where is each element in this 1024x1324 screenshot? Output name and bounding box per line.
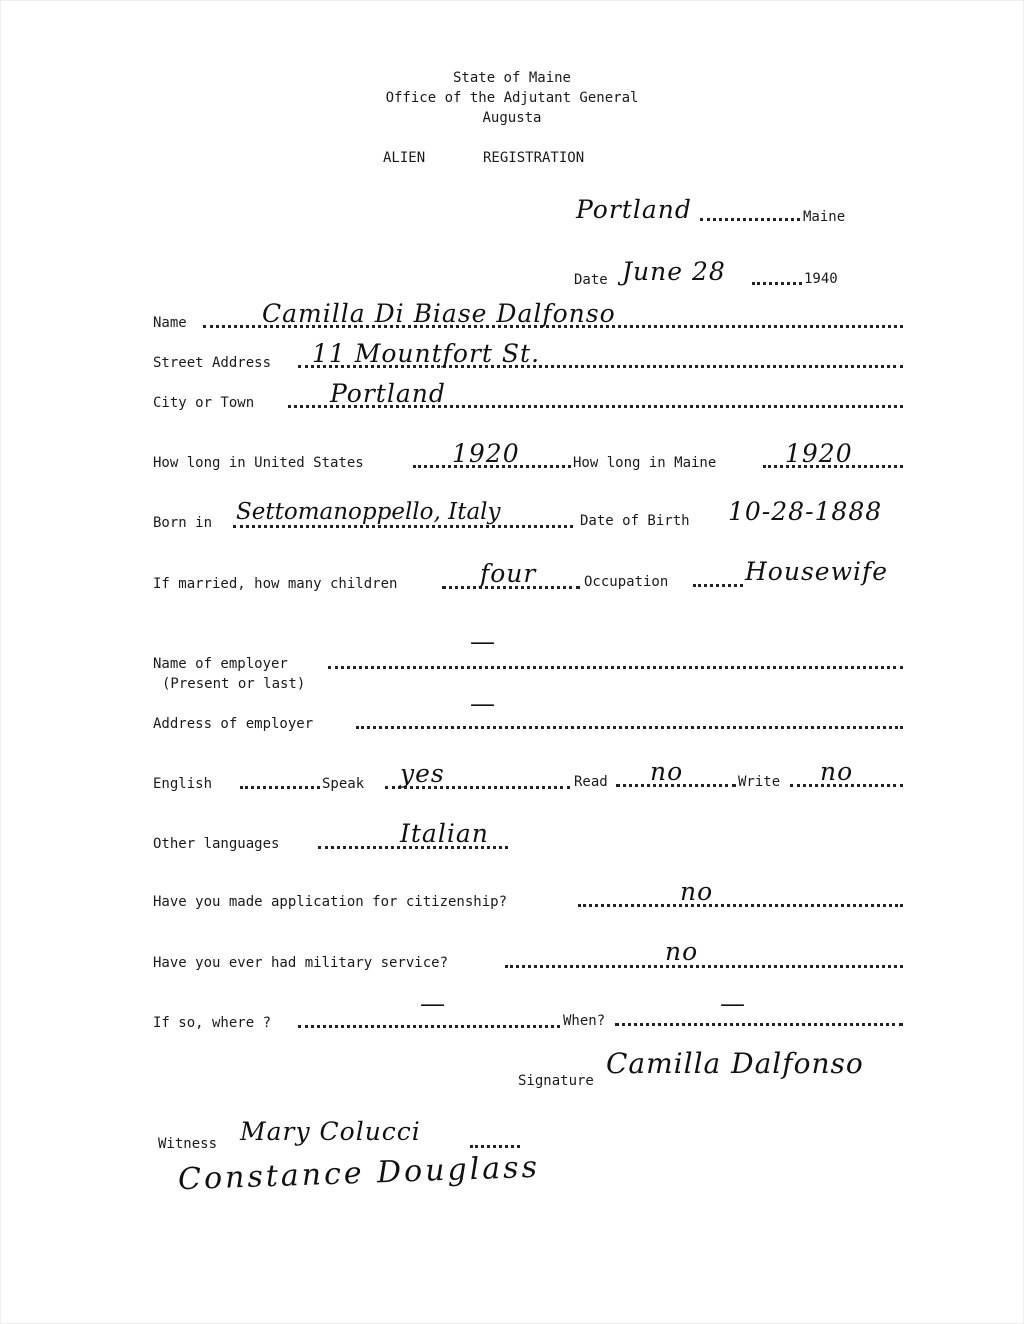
english-label: English [153,776,213,792]
name-label: Name [153,315,187,331]
header-registration: REGISTRATION [483,150,585,166]
dob-label: Date of Birth [580,513,690,529]
employer-sublabel: (Present or last) [162,676,306,692]
employer-address-label: Address of employer [153,716,314,732]
employer-label: Name of employer [153,656,288,672]
born-label: Born in [153,515,213,531]
employer-value: — [470,627,496,656]
other-languages-label: Other languages [153,836,280,852]
street-label: Street Address [153,355,272,371]
city-label: City or Town [153,395,255,411]
city-value: Portland [330,379,446,408]
read-value: no [650,757,684,786]
witness-second: Constance Douglass [177,1149,541,1198]
citizenship-value: no [680,877,714,906]
us-years-value: 1920 [452,439,520,468]
us-years-label: How long in United States [153,455,364,471]
street-value: 11 Mountfort St. [312,339,541,368]
children-value: four [480,559,537,588]
read-label: Read [574,774,608,790]
born-value: Settomanoppello, Italy [236,499,501,525]
occupation-value: Housewife [745,557,889,586]
write-label: Write [738,774,781,790]
citizenship-label: Have you made application for citizenship? [153,894,508,910]
place-suffix: Maine [803,209,846,225]
header-city: Augusta [482,110,542,126]
children-label: If married, how many children [153,576,398,592]
military-label: Have you ever had military service? [153,955,449,971]
place-value: Portland [576,195,692,224]
witness-label: Witness [158,1136,218,1152]
witness-value: Mary Colucci [240,1117,421,1146]
signature-label: Signature [518,1073,594,1089]
employer-address-value: — [470,689,496,718]
header-alien: ALIEN [383,150,426,166]
other-languages-value: Italian [400,819,489,848]
maine-years-value: 1920 [785,439,853,468]
write-value: no [820,757,854,786]
name-value: Camilla Di Biase Dalfonso [262,299,616,328]
date-label: Date [574,272,608,288]
occupation-label: Occupation [584,574,669,590]
header-state: State of Maine [452,70,571,86]
date-value: June 28 [622,257,726,286]
signature-value: Camilla Dalfonso [606,1047,864,1080]
speak-label: Speak [322,776,365,792]
maine-years-label: How long in Maine [573,455,717,471]
date-year: 1940 [804,271,838,287]
header-office: Office of the Adjutant General [385,90,639,106]
where-label: If so, where ? [153,1015,272,1031]
military-value: no [665,937,699,966]
when-value: — [720,989,746,1018]
dob-value: 10-28-1888 [728,497,883,526]
where-value: — [420,989,446,1018]
when-label: When? [563,1013,606,1029]
speak-value: yes [400,759,445,788]
